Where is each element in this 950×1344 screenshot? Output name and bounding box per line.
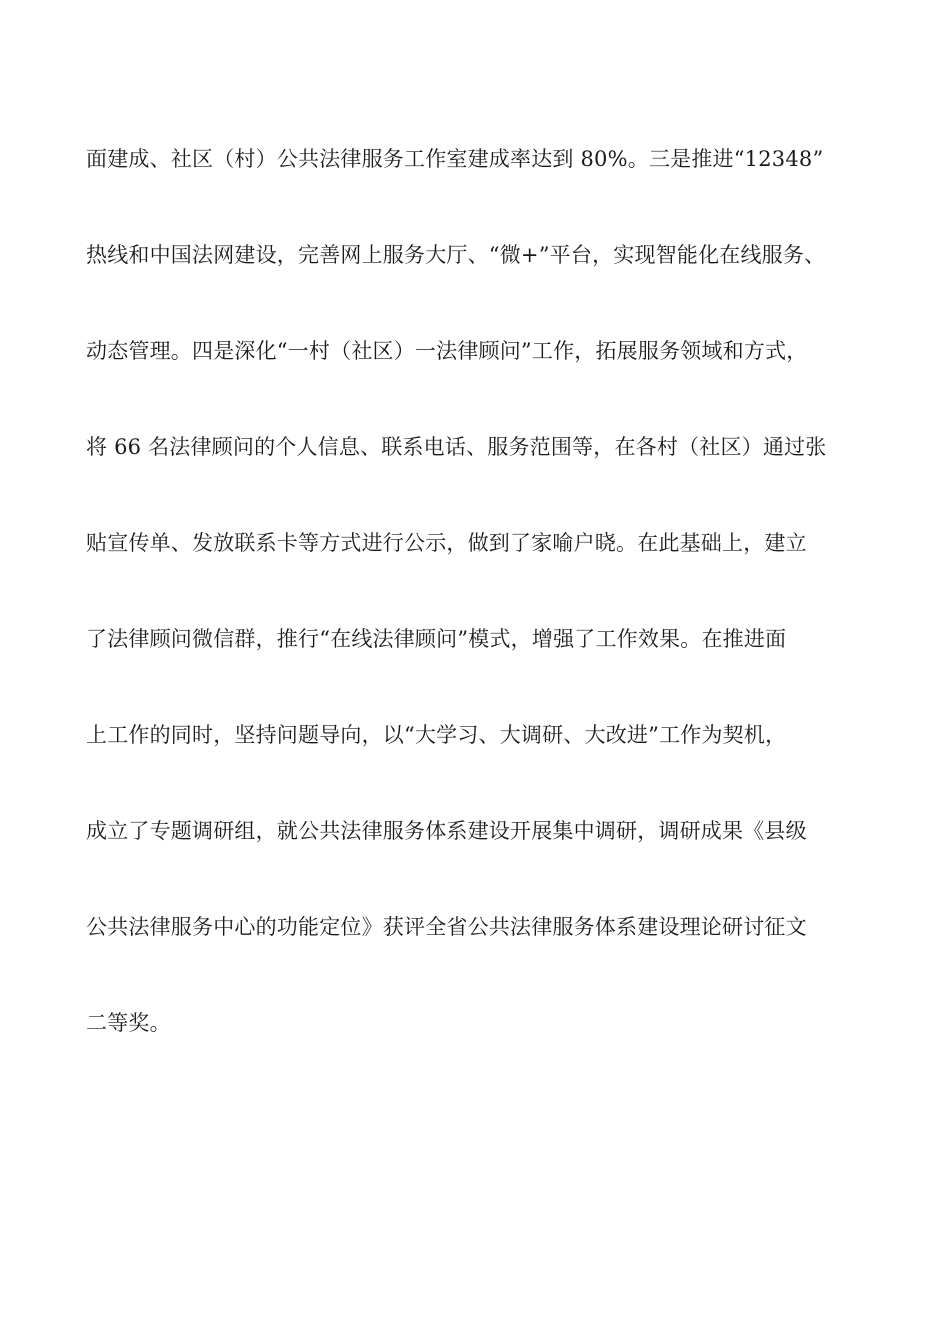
text-line: 热线和中国法网建设，完善网上服务大厅、“微+”平台，实现智能化在线服务、 [86, 243, 826, 267]
text-line: 上工作的同时，坚持问题导向，以“大学习、大调研、大改进”工作为契机， [86, 723, 787, 747]
body-text [86, 140, 886, 1100]
text-line: 了法律顾问微信群，推行“在线法律顾问”模式，增强了工作效果。在推进面 [86, 627, 787, 651]
text-line: 成立了专题调研组，就公共法律服务体系建设开展集中调研，调研成果《县级 [86, 819, 807, 843]
text-line: 面建成、社区（村）公共法律服务工作室建成率达到 80%。三是推进“12348” [86, 147, 824, 171]
text-line: 贴宣传单、发放联系卡等方式进行公示，做到了家喻户晓。在此基础上，建立 [86, 531, 807, 555]
text-line: 动态管理。四是深化“一村（社区）一法律顾问”工作，拓展服务领域和方式， [86, 339, 808, 363]
text-line: 二等奖。 [86, 1011, 171, 1035]
text-line: 公共法律服务中心的功能定位》获评全省公共法律服务体系建设理论研讨征文 [86, 915, 807, 939]
text-line: 将 66 名法律顾问的个人信息、联系电话、服务范围等，在各村（社区）通过张 [86, 435, 827, 459]
